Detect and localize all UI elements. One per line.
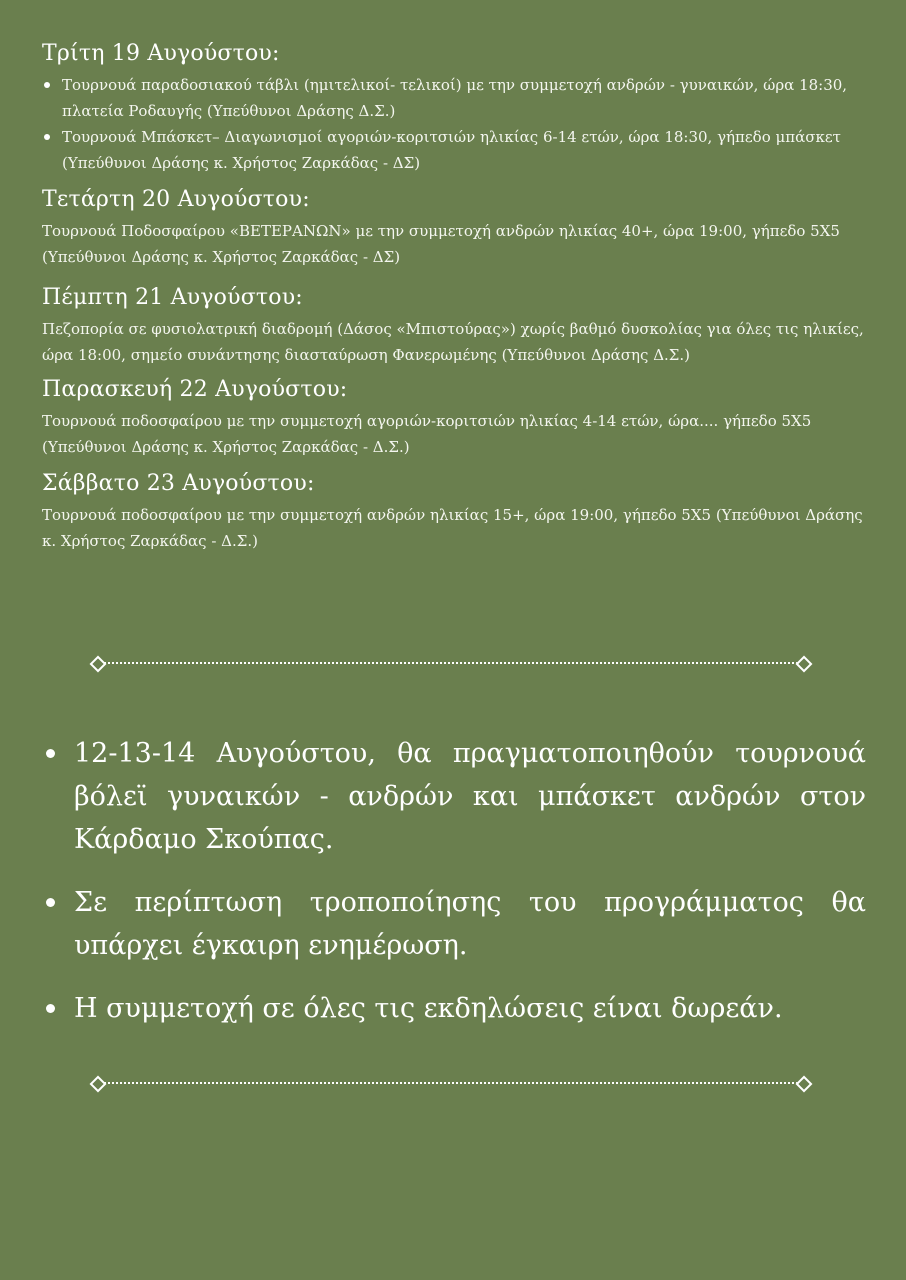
divider-bottom [92, 1076, 810, 1090]
event-text: Τουρνουά παραδοσιακού τάβλι (ημιτελικοί- τελικοί) με την συμμετοχή ανδρών - γυναικών, ώρα 18:30, πλατεία Ροδαυγής (Υπεύθυνοι Δράσης Δ.Σ.) [62, 76, 848, 120]
bullet-icon [46, 898, 55, 907]
list-item [42, 124, 872, 176]
notes-list [44, 732, 866, 1030]
day-title: Τρίτη 19 Αυγούστου: [42, 41, 280, 66]
event-list [42, 72, 872, 176]
diamond-icon [90, 656, 107, 673]
divider-top [92, 656, 810, 670]
bullet-icon [44, 82, 50, 88]
event-text: Τουρνουά Ποδοσφαίρου «ΒΕΤΕΡΑΝΩΝ» με την συμμετοχή ανδρών ηλικίας 40+, ώρα 19:00, γήπεδο 5Χ5 (Υπεύθυνοι Δράσης κ. Χρήστος Ζαρκάδας - ΔΣ) [42, 222, 840, 266]
day-title: Παρασκευή 22 Αυγούστου: [42, 377, 348, 402]
list-item [44, 987, 866, 1030]
day-saturday [42, 470, 872, 554]
day-wednesday [42, 186, 872, 270]
schedule-section [42, 40, 872, 554]
note-text: Η συμμετοχή σε όλες τις εκδηλώσεις είναι δωρεάν. [74, 993, 783, 1024]
bullet-icon [46, 749, 55, 758]
event-text: Τουρνουά Μπάσκετ– Διαγωνισμοί αγοριών-κοριτσιών ηλικίας 6-14 ετών, ώρα 18:30, γήπεδο μπάσκετ (Υπεύθυνοι Δράσης κ. Χρήστος Ζαρκάδας - ΔΣ) [62, 128, 841, 172]
day-title: Πέμπτη 21 Αυγούστου: [42, 285, 303, 310]
notes-section [44, 732, 866, 1050]
dotted-line [104, 1082, 798, 1084]
dotted-line [104, 662, 798, 664]
event-text: Πεζοπορία σε φυσιολατρική διαδρομή (Δάσος «Μπιστούρας») χωρίς βαθμό δυσκολίας για όλες τις ηλικίες, ώρα 18:00, σημείο συνάντησης διασταύρωση Φανερωμένης (Υπεύθυνοι Δράσης Δ.Σ.) [42, 320, 864, 364]
list-item [44, 881, 866, 967]
day-friday [42, 376, 872, 460]
day-title: Τετάρτη 20 Αυγούστου: [42, 187, 310, 212]
list-item [44, 732, 866, 861]
list-item [42, 72, 872, 124]
diamond-icon [90, 1076, 107, 1093]
day-tuesday [42, 40, 872, 176]
event-text: Τουρνουά ποδοσφαίρου με την συμμετοχή αγοριών-κοριτσιών ηλικίας 4-14 ετών, ώρα.... γήπεδο 5Χ5 (Υπεύθυνοι Δράσης κ. Χρήστος Ζαρκάδας - Δ.Σ.) [42, 412, 812, 456]
diamond-icon [796, 1076, 813, 1093]
day-thursday [42, 284, 872, 368]
note-text: 12-13-14 Αυγούστου, θα πραγματοποιηθούν τουρνουά βόλεϊ γυναικών - ανδρών και μπάσκετ ανδρών στον Κάρδαμο Σκούπας. [74, 738, 866, 855]
bullet-icon [46, 1004, 55, 1013]
event-text: Τουρνουά ποδοσφαίρου με την συμμετοχή ανδρών ηλικίας 15+, ώρα 19:00, γήπεδο 5Χ5 (Υπεύθυνοι Δράσης κ. Χρήστος Ζαρκάδας - Δ.Σ.) [42, 506, 863, 550]
note-text: Σε περίπτωση τροποποίησης του προγράμματος θα υπάρχει έγκαιρη ενημέρωση. [74, 887, 866, 961]
bullet-icon [44, 134, 50, 140]
day-title: Σάββατο 23 Αυγούστου: [42, 471, 315, 496]
diamond-icon [796, 656, 813, 673]
